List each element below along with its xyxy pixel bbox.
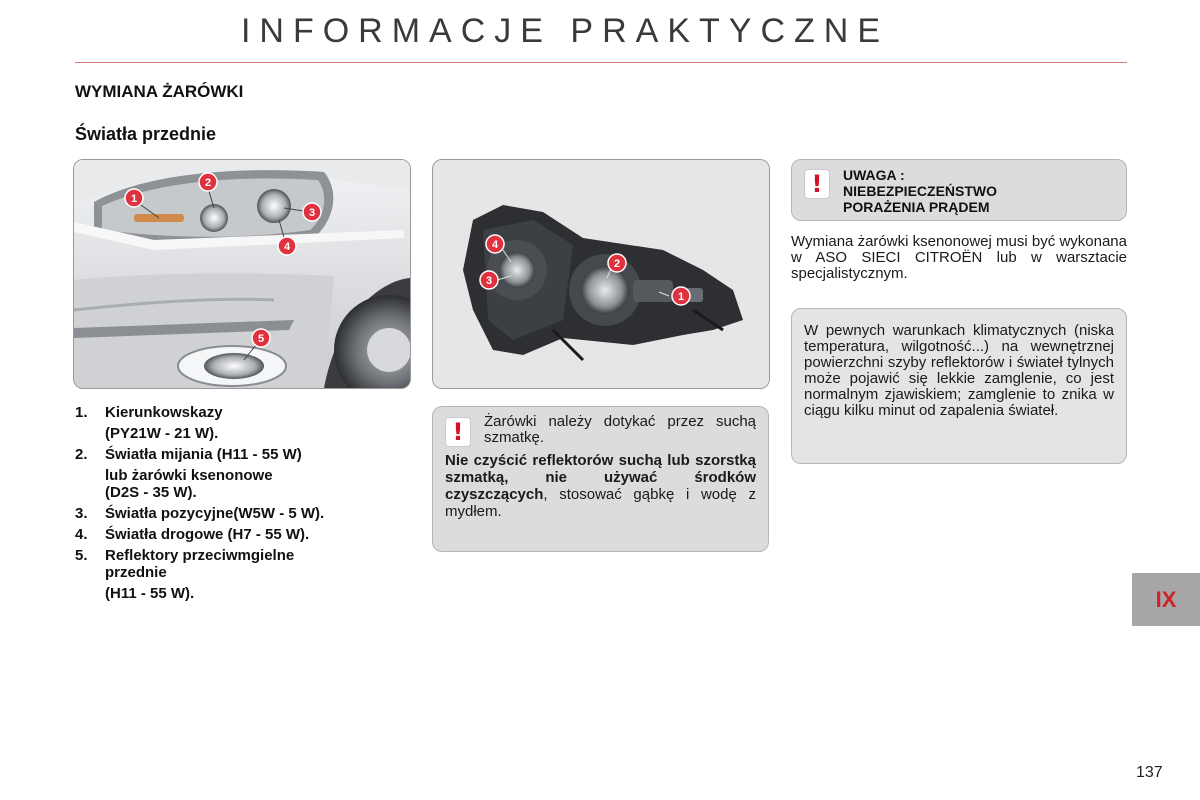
list-item: 5. Reflektory przeciwmgielne przednie: [75, 547, 295, 581]
front-headlight-illustration: [73, 159, 411, 389]
condensation-note: [791, 308, 1127, 464]
lamp-callout-2: 2: [613, 258, 621, 270]
list-item: 4. Światła drogowe (H7 - 55 W).: [75, 526, 310, 543]
section-title: WYMIANA ŻARÓWKI: [75, 82, 244, 101]
front-callout-5: 5: [257, 333, 265, 345]
warning-lead-text: Żarówki należy dotykać przez suchą szmatkę.: [484, 413, 756, 446]
front-callout-3: 3: [308, 207, 316, 219]
lamp-callout-1: 1: [677, 291, 685, 303]
front-callout-1: 1: [130, 193, 138, 205]
headlamp-unit-drawing: [433, 160, 769, 388]
list-item-detail: (PY21W - 21 W).: [105, 425, 219, 442]
list-item-detail: (H11 - 55 W).: [105, 585, 195, 602]
warning-icon: !: [445, 417, 471, 447]
list-item: 1. Kierunkowskazy: [75, 404, 223, 421]
lamp-callout-3: 3: [485, 275, 493, 287]
list-item: 2. Światła mijania (H11 - 55 W): [75, 446, 302, 463]
glass-cleaning-warning: [432, 406, 769, 552]
warning-heading: UWAGA : NIEBEZPIECZEŃSTWO PORAŻENIA PRĄDEM: [843, 167, 998, 215]
headlamp-unit-illustration: [432, 159, 770, 389]
front-callout-2: 2: [204, 177, 212, 189]
front-headlight-drawing: [74, 160, 410, 388]
warning-body-text: Nie czyścić reflektorów suchą lub szorstką szmatką, nie używać środków czyszczących, stosować gąbkę i wodę z mydłem.: [445, 452, 756, 520]
lamp-callout-4: 4: [491, 239, 499, 251]
page-number: 137: [1136, 764, 1163, 781]
bulb-list: [75, 404, 410, 602]
warning-icon: !: [804, 169, 830, 199]
page-header-title: INFORMACJE PRAKTYCZNE: [240, 12, 890, 50]
electric-shock-warning: [791, 159, 1127, 221]
list-item-detail: lub żarówki ksenonowe: [105, 467, 273, 484]
xenon-replacement-text: Wymiana żarówki ksenonowej musi być wykonana w ASO SIECI CITROËN lub w warsztacie specjalistycznym.: [791, 233, 1127, 282]
list-item: 3. Światła pozycyjne(W5W - 5 W).: [75, 505, 325, 522]
list-item-detail: (D2S - 35 W).: [105, 484, 197, 501]
header-divider: [75, 62, 1127, 63]
section-subtitle: Światła przednie: [75, 124, 217, 144]
condensation-note-text: W pewnych warunkach klimatycznych (niska temperatura, wilgotność...) na wewnętrznej powierzchni szyby reflektorów i świateł tylnych może pojawić się lekkie zamglenie, co jest normalnym zjawiskiem; zamglenie to znika w ciągu kilku minut od zapalenia świateł.: [804, 322, 1114, 419]
chapter-tab[interactable]: IX: [1132, 573, 1200, 626]
front-callout-4: 4: [283, 241, 291, 253]
